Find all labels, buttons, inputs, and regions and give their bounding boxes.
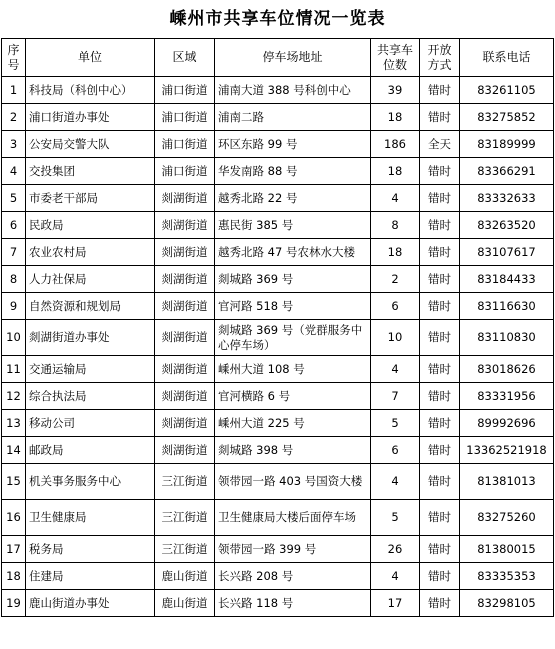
cell-phone: 83331956 [460,383,554,410]
table-row [2,320,554,356]
cell-address: 华发南路 88 号 [215,158,371,185]
cell-area: 浦口街道 [155,77,215,104]
cell-phone: 83018626 [460,356,554,383]
cell-no: 2 [2,104,26,131]
table-row [2,356,554,383]
cell-area: 剡湖街道 [155,212,215,239]
cell-mode: 错时 [420,383,460,410]
table-row [2,293,554,320]
cell-no: 12 [2,383,26,410]
cell-area: 浦口街道 [155,158,215,185]
cell-area: 剡湖街道 [155,410,215,437]
table-row [2,185,554,212]
cell-count: 4 [371,563,420,590]
cell-area: 浦口街道 [155,104,215,131]
cell-area: 浦口街道 [155,131,215,158]
cell-mode: 错时 [420,356,460,383]
cell-address: 剡城路 369 号 [215,266,371,293]
cell-area: 剡湖街道 [155,293,215,320]
table-row [2,131,554,158]
cell-count: 18 [371,158,420,185]
header-area: 区域 [155,39,215,77]
cell-unit: 公安局交警大队 [26,131,155,158]
cell-address: 环区东路 99 号 [215,131,371,158]
cell-count: 4 [371,356,420,383]
cell-mode: 错时 [420,536,460,563]
cell-area: 鹿山街道 [155,563,215,590]
cell-phone: 83275260 [460,500,554,536]
header-phone: 联系电话 [460,39,554,77]
header-mode: 开放方式 [420,39,460,77]
cell-no: 8 [2,266,26,293]
cell-mode: 错时 [420,563,460,590]
table-row [2,536,554,563]
header-row [2,39,554,77]
cell-address: 浦南大道 388 号科创中心 [215,77,371,104]
cell-phone: 83332633 [460,185,554,212]
cell-unit: 科技局（科创中心） [26,77,155,104]
cell-unit: 移动公司 [26,410,155,437]
cell-mode: 错时 [420,266,460,293]
table-row [2,239,554,266]
cell-unit: 卫生健康局 [26,500,155,536]
cell-unit: 剡湖街道办事处 [26,320,155,356]
table-row [2,410,554,437]
table-row [2,158,554,185]
cell-phone: 83366291 [460,158,554,185]
table-row [2,77,554,104]
cell-address: 嵊州大道 108 号 [215,356,371,383]
cell-no: 9 [2,293,26,320]
cell-address: 官河横路 6 号 [215,383,371,410]
cell-mode: 错时 [420,185,460,212]
cell-area: 剡湖街道 [155,266,215,293]
cell-unit: 机关事务服务中心 [26,464,155,500]
cell-count: 2 [371,266,420,293]
cell-unit: 人力社保局 [26,266,155,293]
cell-count: 7 [371,383,420,410]
table-row [2,500,554,536]
header-count: 共享车位数 [371,39,420,77]
cell-phone: 83298105 [460,590,554,617]
cell-address: 嵊州大道 225 号 [215,410,371,437]
cell-area: 三江街道 [155,500,215,536]
cell-phone: 83107617 [460,239,554,266]
cell-area: 剡湖街道 [155,185,215,212]
cell-count: 5 [371,410,420,437]
cell-address: 剡城路 398 号 [215,437,371,464]
cell-area: 三江街道 [155,464,215,500]
cell-no: 1 [2,77,26,104]
cell-unit: 自然资源和规划局 [26,293,155,320]
cell-no: 16 [2,500,26,536]
cell-mode: 全天 [420,131,460,158]
cell-area: 剡湖街道 [155,320,215,356]
cell-address: 长兴路 208 号 [215,563,371,590]
cell-no: 7 [2,239,26,266]
cell-no: 18 [2,563,26,590]
table-row [2,104,554,131]
cell-mode: 错时 [420,410,460,437]
cell-count: 10 [371,320,420,356]
cell-address: 越秀北路 47 号农林水大楼 [215,239,371,266]
table-row [2,590,554,617]
cell-count: 4 [371,185,420,212]
cell-unit: 鹿山街道办事处 [26,590,155,617]
cell-count: 18 [371,104,420,131]
cell-area: 剡湖街道 [155,356,215,383]
cell-phone: 89992696 [460,410,554,437]
cell-phone: 83110830 [460,320,554,356]
cell-count: 26 [371,536,420,563]
table-row [2,383,554,410]
cell-no: 17 [2,536,26,563]
cell-no: 19 [2,590,26,617]
cell-no: 13 [2,410,26,437]
cell-phone: 83261105 [460,77,554,104]
cell-phone: 83189999 [460,131,554,158]
cell-address: 领带园一路 399 号 [215,536,371,563]
cell-mode: 错时 [420,293,460,320]
cell-count: 5 [371,500,420,536]
cell-unit: 税务局 [26,536,155,563]
cell-area: 剡湖街道 [155,239,215,266]
table-row [2,212,554,239]
cell-area: 鹿山街道 [155,590,215,617]
cell-unit: 浦口街道办事处 [26,104,155,131]
cell-mode: 错时 [420,320,460,356]
cell-unit: 邮政局 [26,437,155,464]
cell-unit: 交通运输局 [26,356,155,383]
cell-unit: 农业农村局 [26,239,155,266]
parking-table [1,38,554,617]
cell-address: 惠民街 385 号 [215,212,371,239]
cell-unit: 住建局 [26,563,155,590]
cell-unit: 交投集团 [26,158,155,185]
cell-address: 卫生健康局大楼后面停车场 [215,500,371,536]
table-row [2,563,554,590]
cell-mode: 错时 [420,212,460,239]
page-title: 嵊州市共享车位情况一览表 [169,9,386,29]
cell-no: 4 [2,158,26,185]
cell-count: 186 [371,131,420,158]
cell-count: 4 [371,464,420,500]
cell-phone: 83275852 [460,104,554,131]
cell-mode: 错时 [420,500,460,536]
cell-count: 39 [371,77,420,104]
cell-count: 6 [371,437,420,464]
cell-area: 三江街道 [155,536,215,563]
cell-mode: 错时 [420,104,460,131]
header-no: 序号 [2,39,26,77]
cell-no: 11 [2,356,26,383]
cell-address: 越秀北路 22 号 [215,185,371,212]
table-row [2,464,554,500]
cell-count: 18 [371,239,420,266]
cell-mode: 错时 [420,590,460,617]
cell-mode: 错时 [420,77,460,104]
cell-address: 官河路 518 号 [215,293,371,320]
cell-no: 5 [2,185,26,212]
cell-address: 长兴路 118 号 [215,590,371,617]
cell-mode: 错时 [420,464,460,500]
cell-unit: 综合执法局 [26,383,155,410]
table-row [2,437,554,464]
header-unit: 单位 [26,39,155,77]
cell-count: 6 [371,293,420,320]
cell-phone: 81380015 [460,536,554,563]
cell-unit: 市委老干部局 [26,185,155,212]
cell-phone: 83116630 [460,293,554,320]
cell-area: 剡湖街道 [155,383,215,410]
cell-mode: 错时 [420,239,460,266]
cell-address: 浦南二路 [215,104,371,131]
cell-no: 14 [2,437,26,464]
cell-phone: 83335353 [460,563,554,590]
cell-area: 剡湖街道 [155,437,215,464]
cell-mode: 错时 [420,437,460,464]
cell-count: 17 [371,590,420,617]
cell-no: 3 [2,131,26,158]
cell-phone: 83184433 [460,266,554,293]
cell-no: 6 [2,212,26,239]
cell-phone: 83263520 [460,212,554,239]
cell-count: 8 [371,212,420,239]
cell-mode: 错时 [420,158,460,185]
table-row [2,266,554,293]
cell-address: 领带园一路 403 号国资大楼 [215,464,371,500]
header-address: 停车场地址 [215,39,371,77]
cell-phone: 81381013 [460,464,554,500]
cell-phone: 13362521918 [460,437,554,464]
cell-no: 10 [2,320,26,356]
cell-unit: 民政局 [26,212,155,239]
cell-no: 15 [2,464,26,500]
cell-address: 剡城路 369 号（党群服务中心停车场） [215,320,371,356]
